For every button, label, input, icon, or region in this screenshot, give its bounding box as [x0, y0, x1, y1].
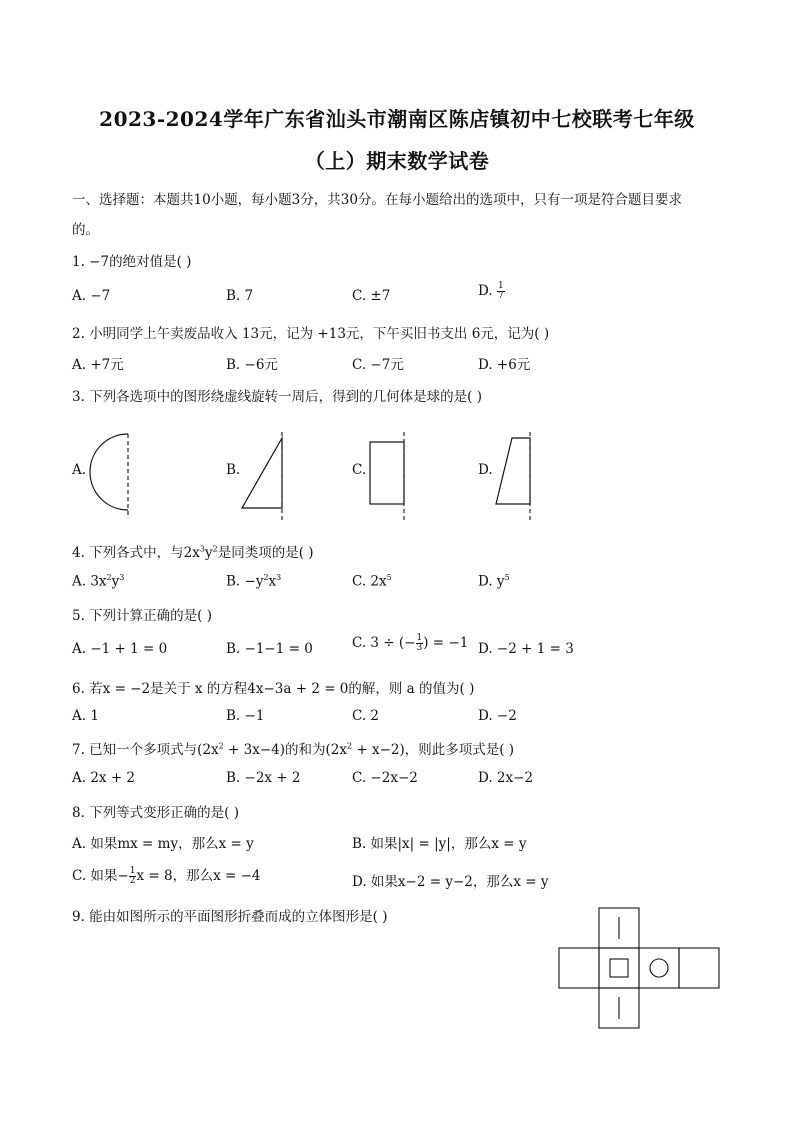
exponent: 3 [276, 573, 282, 582]
q7-option-c: C. −2x−2 [352, 770, 418, 786]
q3-trapezoid-figure [490, 430, 550, 520]
fraction-denominator: 2 [129, 876, 136, 886]
fraction-numerator: 1 [416, 633, 423, 643]
q3-option-d-label: D. [478, 462, 493, 478]
q7-stem-text: + x−2)，则此多项式是( ) [352, 742, 515, 758]
q7-stem [72, 738, 514, 758]
option-text: x = 8，那么x = −4 [136, 868, 261, 884]
q8-option-c [72, 864, 261, 886]
option-text: A. 3x [72, 573, 107, 590]
exponent: 5 [386, 573, 392, 582]
section-instructions-line1: 一、选择题：本题共10小题，每小题3分，共30分。在每小题给出的选项中，只有一项是符合题目要求 [72, 192, 682, 208]
q4-stem-text: 是同类项的是( ) [217, 545, 314, 561]
q1-option-d-fraction [497, 282, 505, 301]
q8-stem: 8. 下列等式变形正确的是( ) [72, 805, 239, 821]
q1-option-d [478, 282, 505, 301]
exponent: 3 [199, 544, 205, 554]
option-text: y [111, 573, 120, 590]
q4-stem [72, 541, 314, 561]
q7-option-a: A. 2x + 2 [72, 770, 136, 786]
exponent: 3 [119, 573, 125, 582]
q4-stem-text: y [204, 545, 213, 561]
exponent: 2 [263, 573, 269, 582]
q8-option-a: A. 如果mx = my，那么x = y [72, 836, 254, 852]
q1-option-b: B. 7 [226, 288, 254, 304]
q5-option-d: D. −2 + 1 = 3 [478, 641, 574, 657]
q4-option-d [478, 573, 510, 590]
q7-stem-text: + 3x−4)的和为(2x [223, 742, 347, 758]
q3-rectangle-figure [362, 430, 422, 520]
fraction-denominator: 3 [416, 643, 423, 653]
q2-option-c: C. −7元 [352, 357, 404, 373]
exam-title-line2: （上）期末数学试卷 [304, 149, 490, 173]
q6-option-a: A. 1 [72, 708, 99, 724]
q2-option-d: D. +6元 [478, 357, 531, 373]
q4-option-b [226, 573, 281, 590]
q5-option-c [352, 634, 468, 653]
q4-option-c [352, 573, 392, 590]
q5-option-a: A. −1 + 1 = 0 [72, 641, 168, 657]
fraction-numerator: 1 [497, 281, 504, 291]
q5-stem: 5. 下列计算正确的是( ) [72, 608, 212, 624]
exponent: 2 [346, 741, 353, 751]
exponent: 2 [106, 573, 112, 582]
q1-option-c: C. ±7 [352, 288, 391, 304]
q6-option-b: B. −1 [226, 708, 265, 724]
fraction-denominator: 7 [497, 291, 504, 301]
q6-option-c: C. 2 [352, 708, 380, 724]
option-text: D. y [478, 573, 505, 590]
exponent: 2 [212, 544, 218, 554]
q7-stem-text: 7. 已知一个多项式与(2x [72, 742, 219, 758]
q8-option-b: B. 如果|x| = |y|，那么x = y [352, 836, 527, 852]
q9-stem: 9. 能由如图所示的平面图形折叠而成的立体图形是( ) [72, 909, 388, 925]
exam-title-line1: 2023-2024学年广东省汕头市潮南区陈店镇初中七校联考七年级 [99, 107, 695, 131]
option-text: ) = −1 [423, 635, 469, 651]
q3-triangle-figure [236, 430, 296, 520]
option-text: B. −y [226, 573, 264, 590]
q3-option-b-label: B. [226, 462, 241, 478]
q4-stem-text: 4. 下列各式中，与2x [72, 545, 200, 561]
option-text: C. 3 ÷ (− [352, 635, 416, 651]
q8-option-d: D. 如果x−2 = y−2，那么x = y [352, 874, 549, 890]
q2-option-b: B. −6元 [226, 357, 278, 373]
q2-option-a: A. +7元 [72, 357, 124, 373]
q6-option-d: D. −2 [478, 708, 517, 724]
q6-stem: 6. 若x = −2是关于 x 的方程4x−3a + 2 = 0的解，则 a 的值为( ) [72, 681, 475, 697]
option-text: C. 如果− [72, 868, 129, 884]
fraction-numerator: 1 [129, 866, 136, 876]
q3-option-c-label: C. [352, 462, 367, 478]
q4-option-a [72, 573, 124, 590]
exponent: 5 [504, 573, 510, 582]
q5-option-b: B. −1−1 = 0 [226, 641, 313, 657]
option-text: C. 2x [352, 573, 387, 590]
q3-option-a-label: A. [72, 462, 87, 478]
q9-cube-net-figure [558, 907, 720, 1029]
q3-stem: 3. 下列各选项中的图形绕虚线旋转一周后，得到的几何体是球的是( ) [72, 389, 482, 405]
q7-option-d: D. 2x−2 [478, 770, 534, 786]
q1-stem: 1. −7的绝对值是( ) [72, 254, 192, 270]
q1-option-a: A. −7 [72, 288, 111, 304]
q3-semicircle-figure [80, 430, 140, 520]
q1-option-d-label: D. [478, 283, 497, 299]
q7-option-b: B. −2x + 2 [226, 770, 301, 786]
q2-stem: 2. 小明同学上午卖废品收入 13元，记为 +13元，下午买旧书支出 6元，记为( ) [72, 326, 550, 342]
option-text: x [268, 573, 277, 590]
section-instructions-line2: 的。 [72, 222, 99, 238]
exponent: 2 [218, 741, 224, 751]
